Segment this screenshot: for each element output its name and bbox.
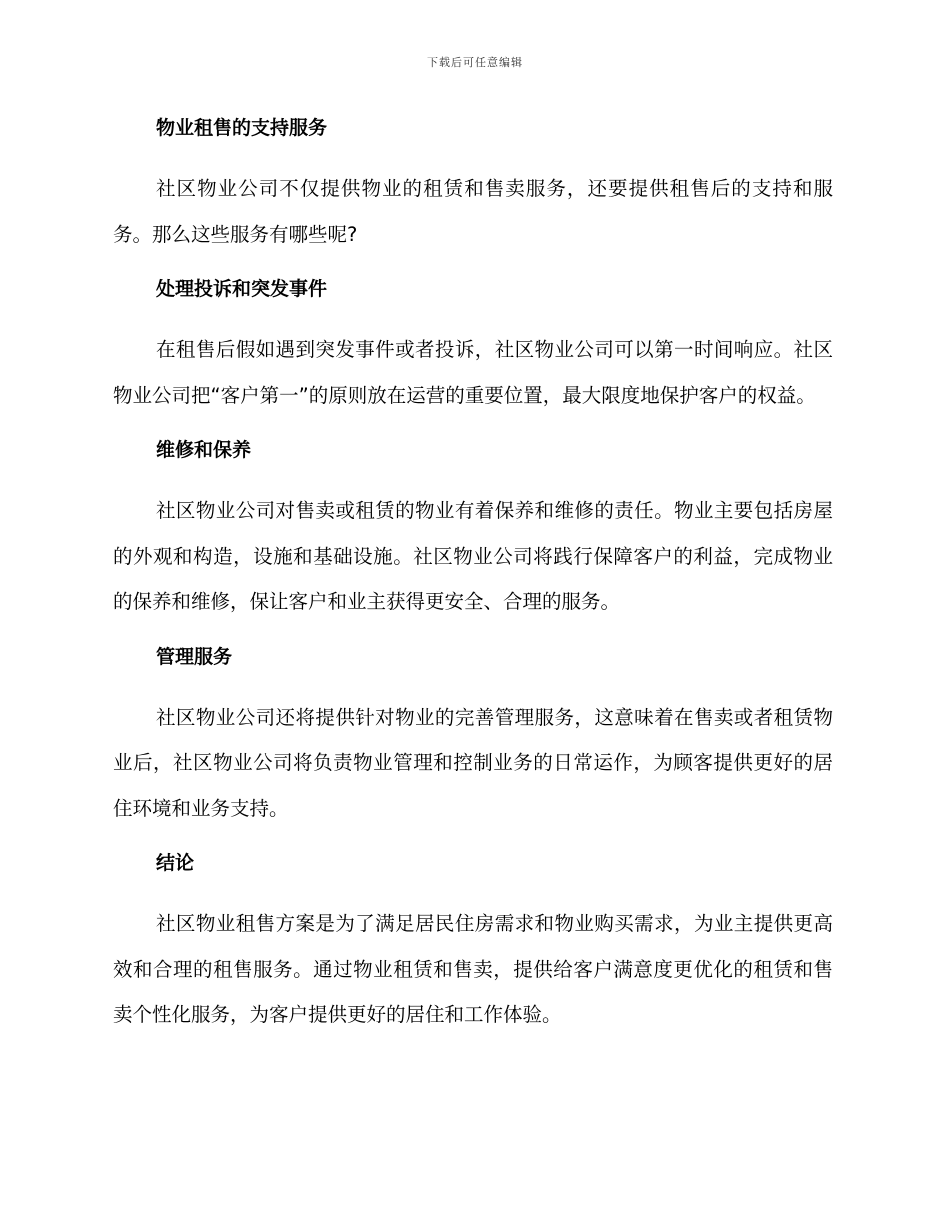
- section-paragraph: 在租售后假如遇到突发事件或者投诉，社区物业公司可以第一时间响应。社区物业公司把“客户第一”的原则放在运营的重要位置，最大限度地保护客户的权益。: [113, 338, 833, 407]
- section-conclusion: [113, 846, 833, 1038]
- section-complaints: [113, 272, 833, 418]
- section-paragraph: 社区物业租售方案是为了满足居民住房需求和物业购买需求，为业主提供更高效和合理的租售服务。通过物业租赁和售卖，提供给客户满意度更优化的租赁和售卖个性化服务，为客户提供更好的居住和工作体验。: [113, 912, 833, 1026]
- section-paragraph: 社区物业公司不仅提供物业的租赁和售卖服务，还要提供租售后的支持和服务。那么这些服务有哪些呢?: [113, 177, 833, 246]
- section-paragraph: 社区物业公司还将提供针对物业的完善管理服务，这意味着在售卖或者租赁物业后，社区物业公司将负责物业管理和控制业务的日常运作，为顾客提供更好的居住环境和业务支持。: [113, 705, 833, 820]
- section-heading: 管理服务: [156, 645, 233, 668]
- section-paragraph: 社区物业公司对售卖或租赁的物业有着保养和维修的责任。物业主要包括房屋的外观和构造，设施和基础设施。社区物业公司将践行保障客户的利益，完成物业的保养和维修，保让客户和业主获得更安全、合理的服务。: [113, 499, 833, 613]
- section-maintenance: [113, 433, 833, 625]
- section-management: [113, 640, 833, 832]
- page-header: 下载后可任意编辑: [427, 56, 523, 69]
- document-body: [113, 111, 833, 1053]
- section-heading: 物业租售的支持服务: [156, 117, 328, 139]
- section-heading: 结论: [156, 852, 195, 874]
- section-heading: 维修和保养: [156, 439, 252, 461]
- section-heading: 处理投诉和突发事件: [156, 278, 328, 300]
- section-support-services: [113, 111, 833, 257]
